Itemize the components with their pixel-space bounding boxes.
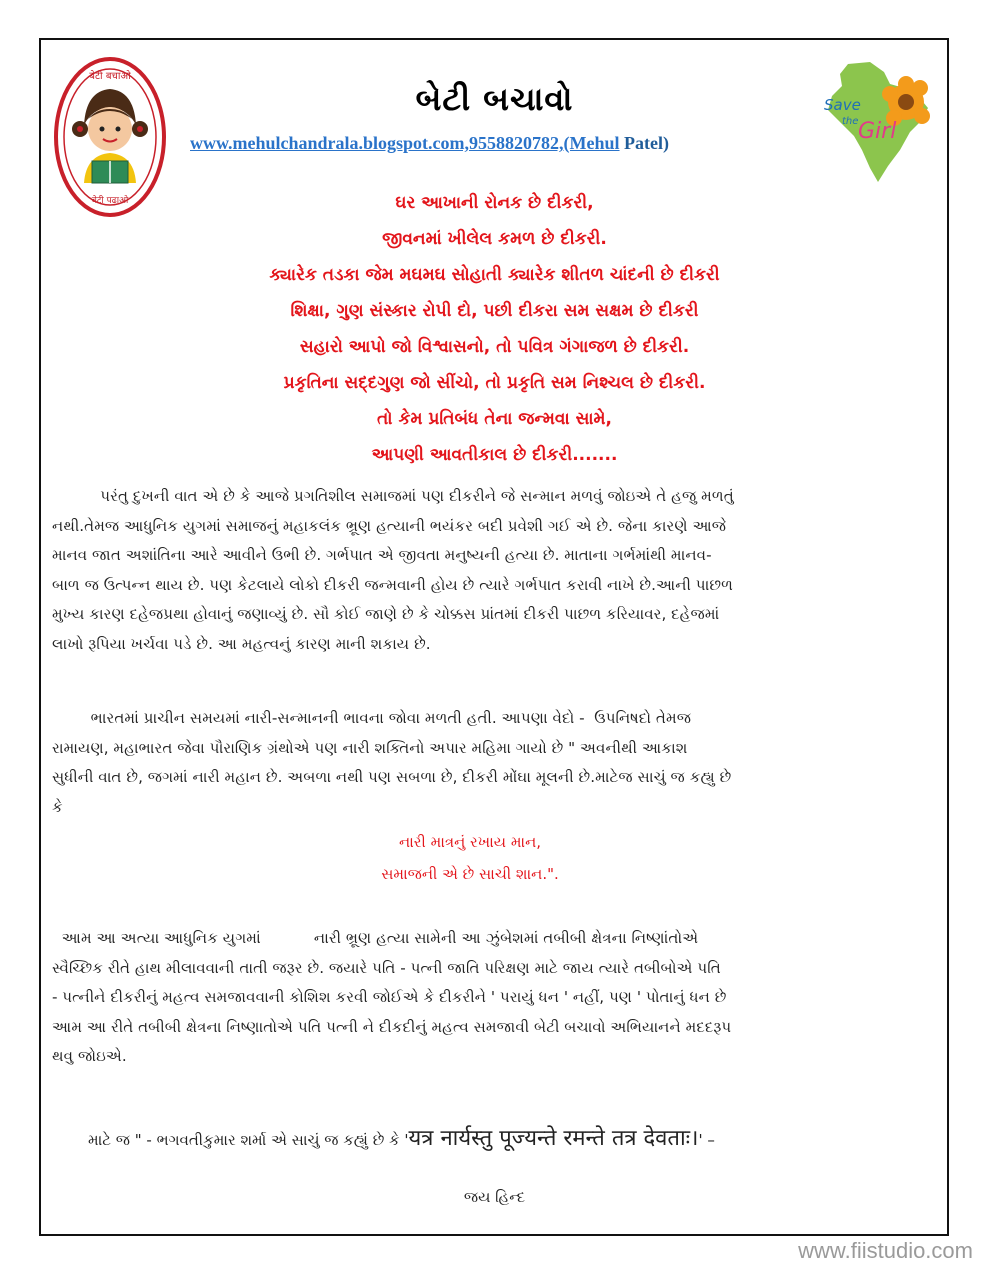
paragraph-line: સ્વૈચ્છિક રીતે હાથ મીલાવવાની તાતી જરૂર છે. જયારે પતિ - પત્ની જાતિ પરિક્ષણ માટે જાય ત્યારે તબીબોએ પતિ [52, 958, 721, 977]
paragraph-line: - પત્નીને દીકરીનું મહત્વ સમજાવવાની કોશિશ કરવી જોઈએ કે દીકરીને ' પરાયું ધન ' નહીં, પણ ' પોતાનું ધન છે [52, 988, 727, 1006]
quote-block [0, 826, 940, 890]
quote-line: નારી માત્રનું રખાય માન, [398, 833, 542, 851]
paragraph-line: ભારતમાં પ્રાચીન સમયમાં નારી-સન્માનની ભાવના જોવા મળતી હતી. આપણા વેદો - ઉપનિષદો તેમજ [52, 709, 692, 727]
paragraph-line: આમ આ અત્યા આધુનિક યુગમાં નારી ભ્રૂણ હત્યા સામેની આ ઝુંબેશમાં તબીબી ક્ષેત્રના નિષ્ણાંતોએ [52, 929, 699, 947]
poem-line: ક્યારેક તડકા જેમ મઘમઘ સોહાતી ક્યારેક શીતળ ચાંદની છે દીકરી [269, 265, 720, 285]
paragraph-3 [52, 924, 942, 1072]
paragraph-line: નથી.તેમજ આધુનિક યુગમાં સમાજનું મહાકલંક ભ્રૂણ હત્યાની ભયંકર બદી પ્રવેશી ગઈ એ છે. જેના કારણે આજે [52, 516, 727, 535]
paragraph-1 [52, 482, 942, 659]
paragraph-line: આમ આ રીતે તબીબી ક્ષેત્રના નિષ્ણાતોએ પતિ પત્ની ને દીકદીનું મહત્વ સમજાવી બેટી બચાવો અભિયાનને મદદરૂપ [52, 1017, 732, 1036]
sanskrit-quote: यत्र नार्यस्तु पूज्यन्ते रमन्ते तत्र देवताः। [408, 1126, 699, 1151]
page-title: બેટી બચાવો [415, 80, 574, 118]
website-link[interactable]: www.mehulchandrala.blogspot.com,9558820782,(Mehul [190, 133, 620, 153]
logo-save-text: Save [824, 96, 861, 114]
poem-line: આપણી આવતીકાલ છે દીકરી....... [371, 445, 618, 465]
paragraph-line: થવુ જોઇએ. [52, 1047, 127, 1065]
logo-top-text: बेटी बचाओ [89, 71, 131, 82]
paragraph-line: માનવ જાત અશાંતિના આરે આવીને ઉભી છે. ગર્ભપાત એ જીવતા મનુષ્યની હત્યા છે. માતાના ગર્ભમાંથી માનવ- [52, 546, 712, 564]
watermark: www.fiistudio.com [798, 1238, 973, 1263]
poem-line: ઘર આખાની રોનક છે દીકરી, [395, 193, 594, 213]
quote-line: સમાજની એ છે સાચી શાન.". [381, 865, 559, 883]
paragraph-line: લાખો રૂપિયા ખર્ચવા પડે છે. આ મહત્વનું કારણ માની શકાય છે. [52, 634, 431, 653]
poem-block [0, 185, 989, 473]
paragraph-2 [52, 704, 942, 822]
paragraph-line: સુધીની વાત છે, જગમાં નારી મહાન છે. અબળા નથી પણ સબળા છે, દીકરી મોંઘા મૂલની છે.માટેજ સાચું જ કહ્યુ છે [52, 768, 732, 786]
paragraph-line: રામાયણ, મહાભારત જેવા પૌરાણિક ગ્રંથોએ પણ નારી શક્તિનો અપાર મહિમા ગાયો છે " અવનીથી આકાશ [52, 738, 688, 757]
poem-line: શિક્ષા, ગુણ સંસ્કાર રોપી દો, પછી દીકરા સમ સક્ષમ છે દીકરી [290, 301, 699, 321]
poem-line: તો કેમ પ્રતિબંધ તેના જન્મવા સામે, [377, 409, 612, 429]
paragraph-line: બાળ જ ઉત્પન્ન થાય છે. પણ કેટલાયે લોકો દીકરી જન્મવાની હોય છે ત્યારે ગર્ભપાત કરાવી નાખે છે.આની પાછળ [52, 575, 733, 594]
website-link-line [190, 133, 669, 154]
logo-the-text: the [842, 116, 859, 127]
paragraph-line: કે [52, 797, 63, 816]
paragraph-line: મુખ્ય કારણ દહેજપ્રથા હોવાનું જણાવ્યું છે. સૌ કોઈ જાણે છે કે ચોક્કસ પ્રાંતમાં દીકરી પાછળ કરિયાવર, દહેજમાં [52, 605, 720, 623]
closing-prefix: માટે જ " - ભગવતીકુમાર શર્મા એ સાચું જ કહ્યું છે કે ' [88, 1131, 409, 1149]
paragraph-line: પરંતુ દુખની વાત એ છે કે આજે પ્રગતિશીલ સમાજમાં પણ દીકરીને જે સન્માન મળવું જોઇએ તે હજુ મળતું [52, 487, 734, 505]
poem-line: સહારો આપો જો વિશ્વાસનો, તો પવિત્ર ગંગાજળ છે દીકરી. [299, 337, 690, 357]
closing-suffix: ' – [698, 1131, 715, 1149]
logo-girl-text: Girl [858, 119, 897, 144]
website-tail: Patel) [619, 133, 670, 153]
logo-bottom-text: बेटी पढ़ाओ [91, 196, 129, 206]
save-the-girl-logo [818, 58, 934, 184]
poem-line: પ્રકૃતિના સદ્દગુણ જો સીંચો, તો પ્રકૃતિ સમ નિશ્ચલ છે દીકરી. [283, 373, 706, 393]
poem-line: જીવનમાં ખીલેલ કમળ છે દીકરી. [382, 229, 607, 249]
closing-line [88, 1122, 715, 1152]
sign-off: જય હિન્દ [463, 1188, 526, 1206]
